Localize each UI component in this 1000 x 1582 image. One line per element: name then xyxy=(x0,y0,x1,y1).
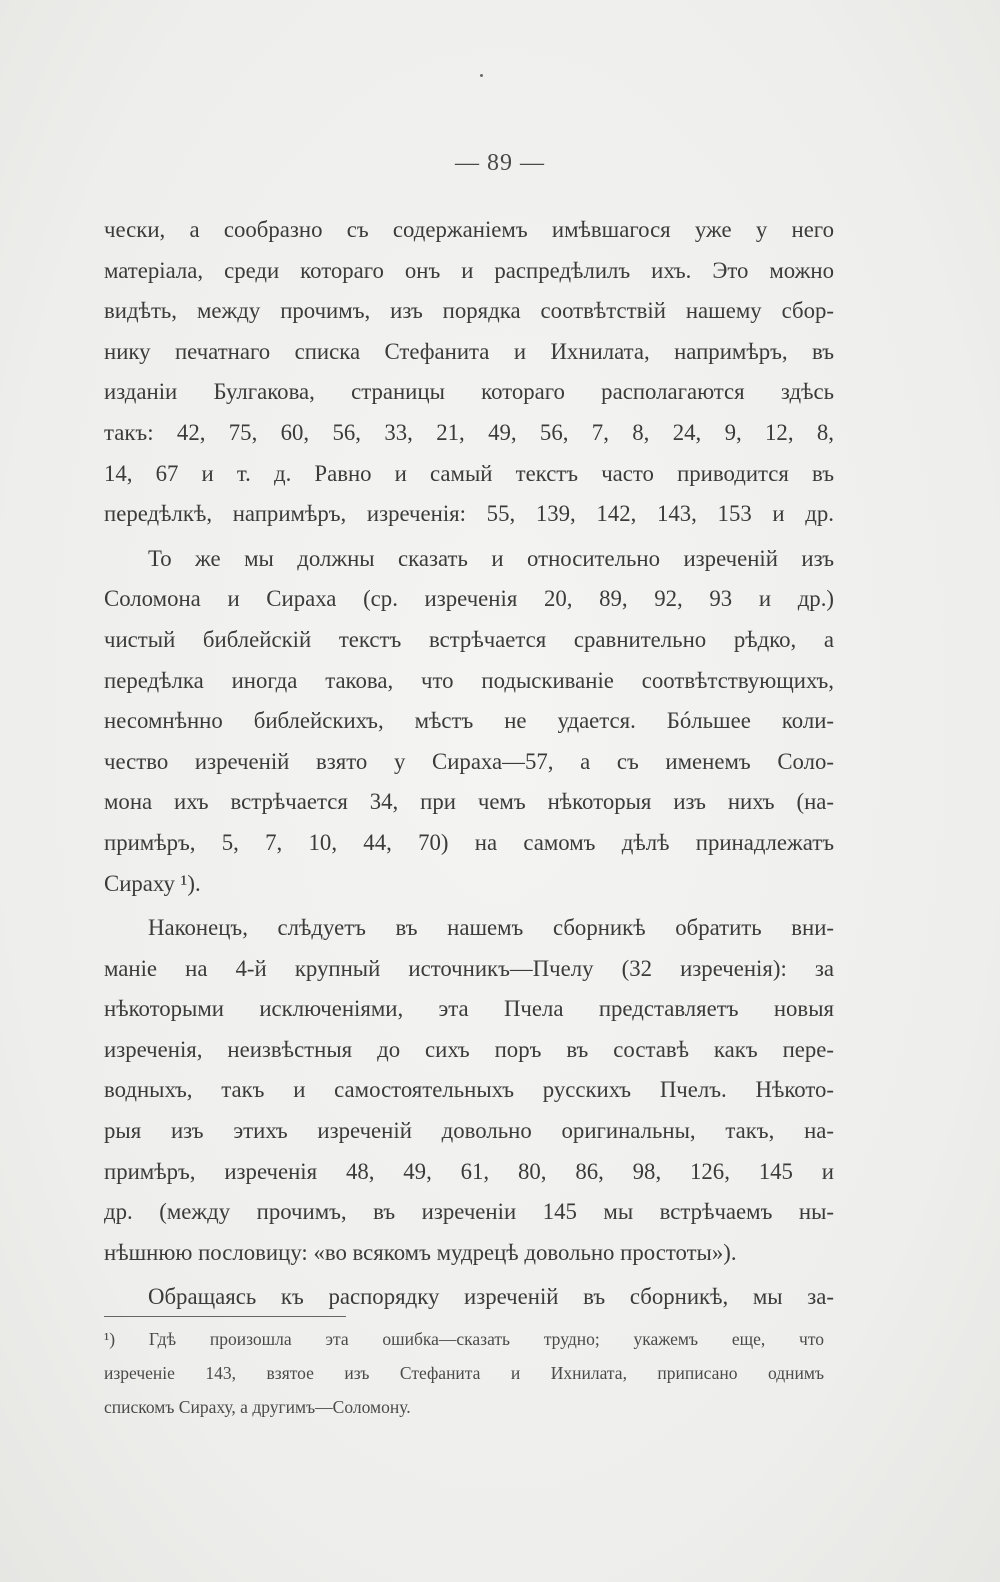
text-line: изданіи Булгакова, страницы котораго располагаются здѣсь xyxy=(104,379,834,405)
text-line: нѣшнюю пословицу: «во всякомъ мудрецѣ довольно простоты»). xyxy=(104,1239,737,1265)
footnote-line: изреченіе 143, взятое изъ Стефанита и Ихнилата, приписано однимъ xyxy=(104,1363,824,1383)
text-line: чество изреченій взято у Сираха—57, а съ именемъ Соло- xyxy=(104,748,834,774)
text-line: чески, а сообразно съ содержаніемъ имѣвшагося уже у него xyxy=(104,217,834,242)
text-line: нѣкоторыми исключеніями, эта Пчела представляетъ новыя xyxy=(104,996,834,1022)
text-line: мона ихъ встрѣчается 34, при чемъ нѣкоторыя изъ нихъ (на- xyxy=(104,789,834,815)
text-line: чистый библейскій текстъ встрѣчается сравнительно рѣдко, а xyxy=(104,626,834,652)
footnote-line: ¹) Гдѣ произошла эта ошибка—сказать трудно; укажемъ еще, что xyxy=(104,1329,824,1349)
text-line: Обращаясь къ распорядку изреченій въ сборникѣ, мы за- xyxy=(148,1284,834,1310)
print-speck xyxy=(480,74,483,77)
footnote-divider xyxy=(104,1316,346,1317)
text-line: Сираху ¹). xyxy=(104,870,201,896)
text-line: примѣръ, 5, 7, 10, 44, 70) на самомъ дѣлѣ принадлежатъ xyxy=(104,829,834,855)
text-line: видѣть, между прочимъ, изъ порядка соотвѣтствій нашему сбор- xyxy=(104,298,834,324)
paragraph-4 xyxy=(104,1277,834,1318)
text-line: маніе на 4-й крупный источникъ—Пчелу (32 изреченія): за xyxy=(104,955,834,981)
text-line: примѣръ, изреченія 48, 49, 61, 80, 86, 98, 126, 145 и xyxy=(104,1158,834,1184)
text-line: изреченія, неизвѣстныя до сихъ поръ въ составѣ какъ пере- xyxy=(104,1036,834,1062)
text-line: рыя изъ этихъ изреченій довольно оригинальны, такъ, на- xyxy=(104,1118,834,1144)
body-text xyxy=(104,210,834,1318)
text-line: матеріала, среди котораго онъ и распредѣлилъ ихъ. Это можно xyxy=(104,257,834,283)
text-line: То же мы должны сказать и относительно изреченій изъ xyxy=(148,545,834,571)
text-line: 14, 67 и т. д. Равно и самый текстъ часто приводится въ xyxy=(104,460,834,486)
text-line: передѣлка иногда такова, что подыскиваніе соотвѣтствующихъ, xyxy=(104,667,834,693)
text-line: др. (между прочимъ, въ изреченіи 145 мы встрѣчаемъ ны- xyxy=(104,1199,834,1225)
paragraph-3 xyxy=(104,908,834,1273)
text-line: передѣлкѣ, напримѣръ, изреченія: 55, 139, 142, 143, 153 и др. xyxy=(104,501,834,527)
footnote xyxy=(104,1322,824,1424)
text-line: такъ: 42, 75, 60, 56, 33, 21, 49, 56, 7, 8, 24, 9, 12, 8, xyxy=(104,419,834,445)
text-line: Наконецъ, слѣдуетъ въ нашемъ сборникѣ обратить вни- xyxy=(148,915,834,941)
text-line: нику печатнаго списка Стефанита и Ихнилата, напримѣръ, въ xyxy=(104,338,834,364)
paragraph-1 xyxy=(104,210,834,535)
text-line: несомнѣнно библейскихъ, мѣстъ не удается. Бóльшее коли- xyxy=(104,708,834,734)
paragraph-2 xyxy=(104,539,834,904)
text-line: водныхъ, такъ и самостоятельныхъ русскихъ Пчелъ. Нѣкото- xyxy=(104,1077,834,1103)
page-number: — 89 — xyxy=(455,150,545,176)
text-line: Соломона и Сираха (ср. изреченія 20, 89, 92, 93 и др.) xyxy=(104,586,834,612)
footnote-line: спискомъ Сираху, а другимъ—Соломону. xyxy=(104,1397,411,1417)
